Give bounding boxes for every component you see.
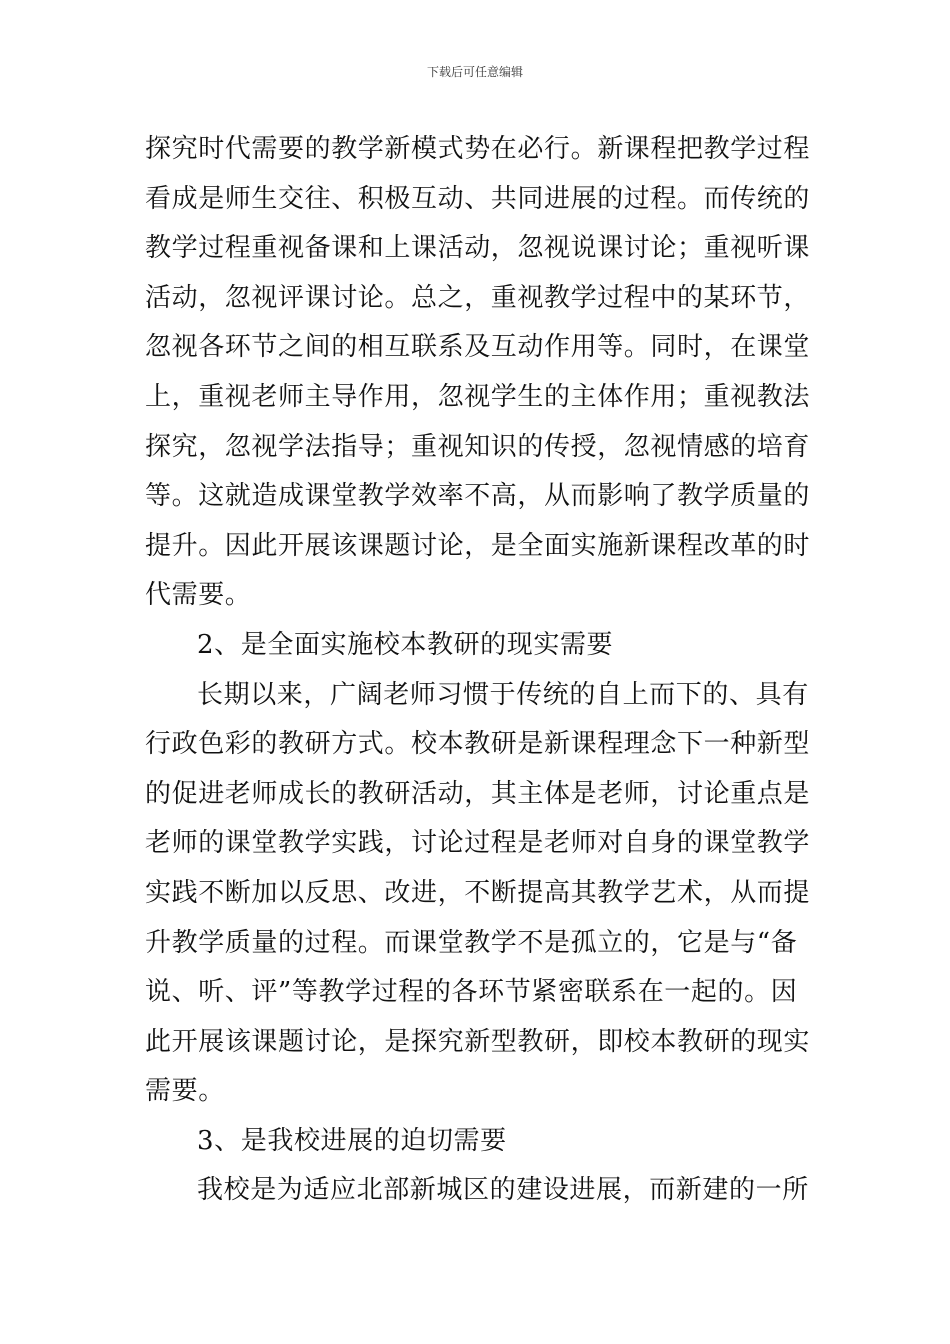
text-line: 忽视各环节之间的相互联系及互动作用等。同时，在课堂 — [145, 332, 811, 363]
text-line: 说、听、评”等教学过程的各环节紧密联系在一起的。因 — [145, 977, 798, 1008]
text-line: 看成是师生交往、积极互动、共同进展的过程。而传统的 — [145, 183, 811, 214]
text-line: 行政色彩的教研方式。校本教研是新课程理念下一种新型 — [145, 729, 811, 760]
text-line: 我校是为适应北部新城区的建设进展，而新建的一所 — [197, 1175, 809, 1206]
text-line: 上，重视老师主导作用，忽视学生的主体作用；重视教法 — [145, 381, 811, 412]
text-line: 2、是全面实施校本教研的现实需要 — [197, 629, 614, 660]
text-line: 提升。因此开展该课题讨论，是全面实施新课程改革的时 — [145, 530, 811, 561]
text-line: 等。这就造成课堂教学效率不高，从而影响了教学质量的 — [145, 481, 811, 512]
text-line: 探究时代需要的教学新模式势在必行。新课程把教学过程 — [145, 134, 811, 164]
text-line: 的促进老师成长的教研活动，其主体是老师，讨论重点是 — [145, 778, 811, 809]
document-body — [145, 125, 810, 1216]
text-line: 需要。 — [145, 1076, 225, 1107]
text-line: 活动，忽视评课讨论。总之，重视教学过程中的某环节， — [145, 282, 811, 313]
text-line: 长期以来，广阔老师习惯于传统的自上而下的、具有 — [197, 679, 809, 710]
text-line: 实践不断加以反思、改进，不断提高其教学艺术，从而提 — [145, 877, 811, 908]
text-line: 老师的课堂教学实践，讨论过程是老师对自身的课堂教学 — [145, 828, 811, 859]
text-line: 此开展该课题讨论，是探究新型教研，即校本教研的现实 — [145, 1026, 811, 1057]
text-line: 3、是我校进展的迫切需要 — [197, 1125, 507, 1156]
text-line: 升教学质量的过程。而课堂教学不是孤立的，它是与“备 — [145, 927, 798, 958]
page-header: 下载后可任意编辑 — [426, 65, 523, 79]
text-line: 探究，忽视学法指导；重视知识的传授，忽视情感的培育 — [145, 431, 811, 462]
text-line: 代需要。 — [145, 580, 252, 611]
text-line: 教学过程重视备课和上课活动，忽视说课讨论；重视听课 — [145, 233, 811, 264]
